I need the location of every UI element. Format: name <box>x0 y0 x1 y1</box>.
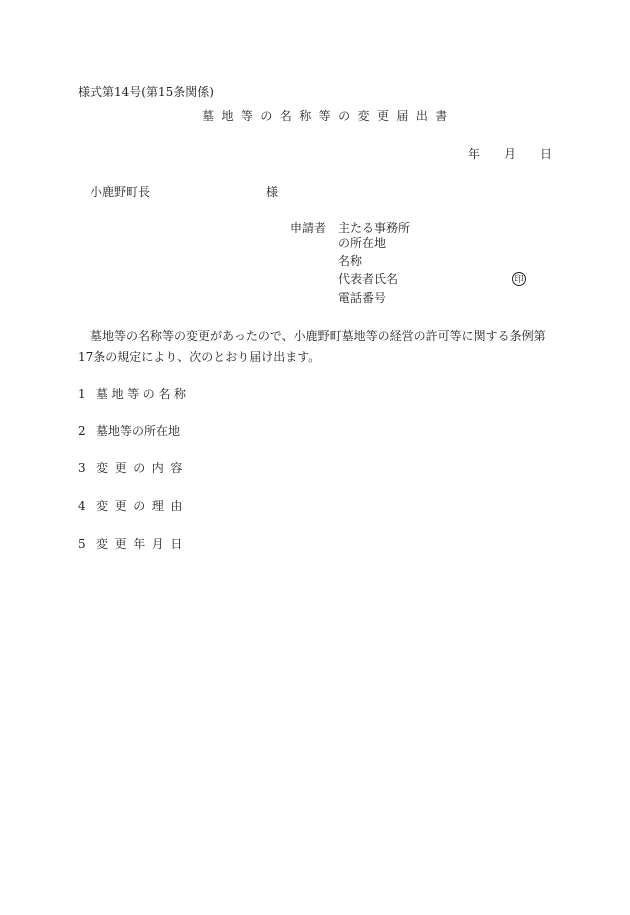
body-text: 墓地等の名称等の変更があったので、小鹿野町墓地等の経営の許可等に関する条例第17条の規定により、次のとおり届け出ます。 <box>78 329 546 364</box>
item-label-4: 変更の理由 <box>96 499 190 513</box>
applicant-office-line1: 主たる事務所 <box>338 221 411 235</box>
applicant-name: 名称 <box>338 254 363 268</box>
item-label-2: 墓地等の所在地 <box>96 424 181 438</box>
item-label-3: 変更の内容 <box>96 461 190 475</box>
applicant-phone: 電話番号 <box>338 291 387 305</box>
item-label-1: 墓地等の名称 <box>96 387 190 401</box>
document-title: 墓地等の名称等の変更届出書 <box>202 109 455 123</box>
item-number-2: 2 <box>78 424 86 438</box>
seal-mark: 印 <box>512 272 526 286</box>
applicant-representative: 代表者氏名 <box>338 272 399 286</box>
item-number-4: 4 <box>78 499 86 513</box>
item-number-5: 5 <box>78 537 86 551</box>
form-number: 様式第14号(第15条関係) <box>78 85 214 99</box>
item-label-5: 変更年月日 <box>96 537 190 551</box>
applicant-office-line2: の所在地 <box>338 236 387 250</box>
addressee-honorific: 様 <box>266 185 279 199</box>
item-number-3: 3 <box>78 461 86 475</box>
date-day: 日 <box>540 147 553 161</box>
addressee-name: 小鹿野町長 <box>90 185 151 199</box>
date-month: 月 <box>504 147 517 161</box>
applicant-label: 申請者 <box>290 221 327 235</box>
date-year: 年 <box>468 147 481 161</box>
item-number-1: 1 <box>78 387 86 401</box>
